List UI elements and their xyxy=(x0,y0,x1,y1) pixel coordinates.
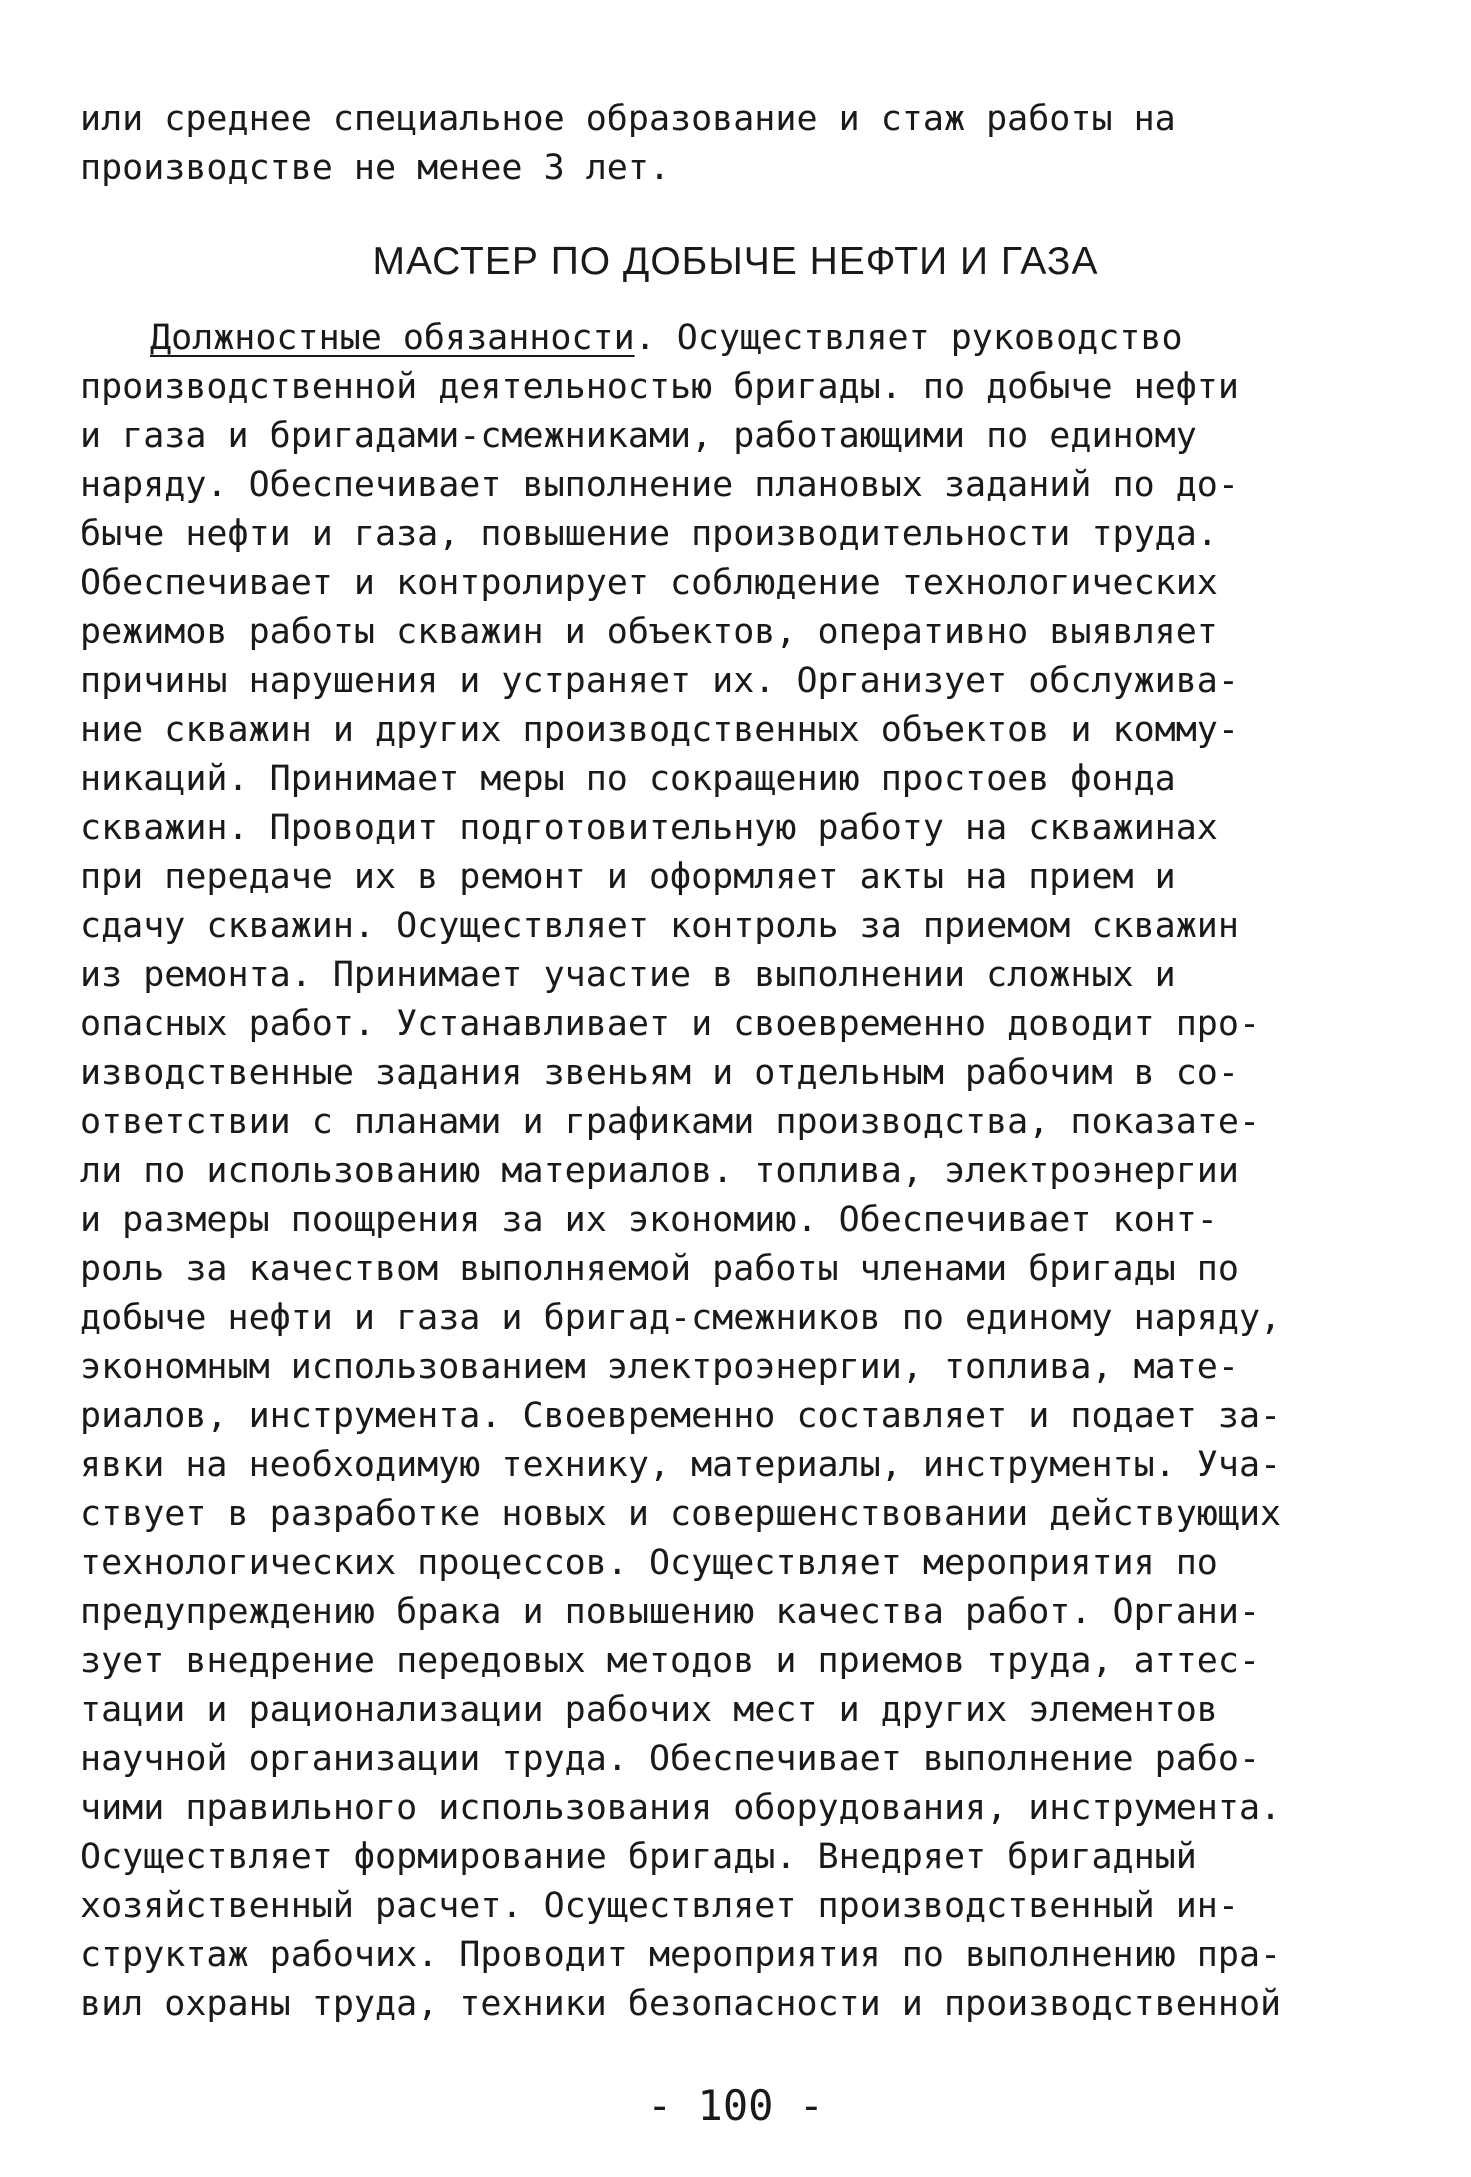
body-line: быче нефти и газа, повышение производительности труда. xyxy=(80,514,1218,554)
body-line: хозяйственный расчет. Осуществляет производственный ин- xyxy=(80,1886,1239,1926)
body-line: и газа и бригадами-смежниками, работающими по единому xyxy=(80,416,1197,456)
body-line: скважин. Проводит подготовительную работу на скважинах xyxy=(80,808,1218,848)
body-line: изводственные задания звеньям и отдельным рабочим в со- xyxy=(80,1053,1239,1093)
duties-first-line xyxy=(150,314,1183,363)
intro-line-2: производстве не менее 3 лет. xyxy=(80,148,671,188)
body-line: роль за качеством выполняемой работы членами бригады по xyxy=(80,1249,1239,1289)
body-line: производственной деятельностью бригады. по добыче нефти xyxy=(80,367,1239,407)
body-line: ответствии с планами и графиками производства, показате- xyxy=(80,1102,1261,1142)
body-line: и размеры поощрения за их экономию. Обеспечивает конт- xyxy=(80,1200,1218,1240)
body-line: предупреждению брака и повышению качества работ. Органи- xyxy=(80,1592,1261,1632)
body-line: при передаче их в ремонт и оформляет акты на прием и xyxy=(80,857,1176,897)
body-line: опасных работ. Устанавливает и своевременно доводит про- xyxy=(80,1004,1261,1044)
duties-first-line-rest: . Осуществляет руководство xyxy=(634,318,1183,358)
body-line: риалов, инструмента. Своевременно составляет и подает за- xyxy=(80,1396,1282,1436)
body-line: причины нарушения и устраняет их. Организует обслужива- xyxy=(80,661,1239,701)
body-line: наряду. Обеспечивает выполнение плановых заданий по до- xyxy=(80,465,1239,505)
body-line: чими правильного использования оборудования, инструмента. xyxy=(80,1788,1282,1828)
body-line: ние скважин и других производственных объектов и комму- xyxy=(80,710,1239,750)
body-line: экономным использованием электроэнергии, топлива, мате- xyxy=(80,1347,1239,1387)
body-line: Обеспечивает и контролирует соблюдение технологических xyxy=(80,563,1218,603)
body-line: ли по использованию материалов. топлива, электроэнергии xyxy=(80,1151,1239,1191)
section-title: МАСТЕР ПО ДОБЫЧЕ НЕФТИ И ГАЗА xyxy=(372,240,1099,283)
body-line: явки на необходимую технику, материалы, инструменты. Уча- xyxy=(80,1445,1282,1485)
body-line: режимов работы скважин и объектов, оперативно выявляет xyxy=(80,612,1218,652)
body-line: сдачу скважин. Осуществляет контроль за приемом скважин xyxy=(80,906,1239,946)
intro-line-1: или среднее специальное образование и стаж работы на xyxy=(80,99,1176,139)
body-line: зует внедрение передовых методов и приемов труда, аттес- xyxy=(80,1641,1261,1681)
body-line: ствует в разработке новых и совершенствовании действующих xyxy=(80,1494,1282,1534)
body-line: научной организации труда. Обеспечивает выполнение рабо- xyxy=(80,1739,1261,1779)
body-line: добыче нефти и газа и бригад-смежников по единому наряду, xyxy=(80,1298,1282,1338)
body-line: технологических процессов. Осуществляет мероприятия по xyxy=(80,1543,1218,1583)
body-line: Осуществляет формирование бригады. Внедряет бригадный xyxy=(80,1837,1197,1877)
body-line: вил охраны труда, техники безопасности и производственной xyxy=(80,1984,1282,2024)
body-line: структаж рабочих. Проводит мероприятия по выполнению пра- xyxy=(80,1935,1282,1975)
duties-label: Должностные обязанности xyxy=(150,318,635,358)
body-line: из ремонта. Принимает участие в выполнении сложных и xyxy=(80,955,1176,995)
page-number: - 100 - xyxy=(646,2081,824,2130)
body-line: никаций. Принимает меры по сокращению простоев фонда xyxy=(80,759,1176,799)
body-line: тации и рационализации рабочих мест и других элементов xyxy=(80,1690,1218,1730)
